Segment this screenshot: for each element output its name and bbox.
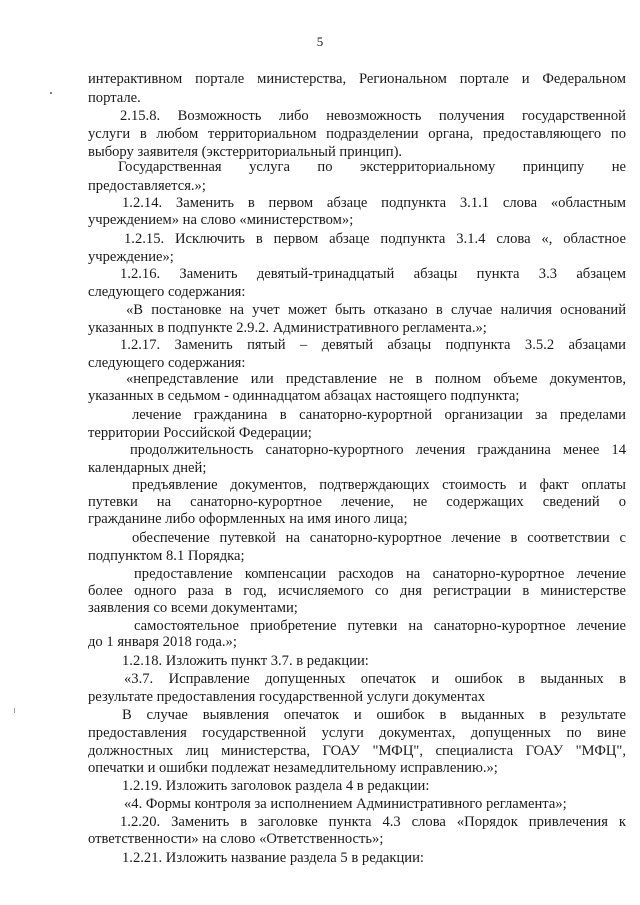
text-line: самостоятельное приобретение путевки на санаторно-курортное лечение [134,618,626,634]
text-line: портале. [88,90,141,106]
text-line: «непредставление или представление не в полном объеме документов, [126,371,626,387]
text-line: территории Российской Федерации; [88,425,312,441]
text-line: опечатки и ошибки подлежат незамедлительному исправлению.»; [88,760,498,776]
text-line: 1.2.21. Изложить название раздела 5 в редакции: [122,850,424,866]
text-line: подпунктом 8.1 Порядка; [88,548,245,564]
text-line: В случае выявления опечаток и ошибок в выданных в результате [122,707,626,723]
page-number: 5 [316,34,324,49]
text-line: календарных дней; [88,460,207,476]
text-line: 1.2.18. Изложить пункт 3.7. в редакции: [122,653,369,669]
text-line: предъявление документов, подтверждающих стоимость и факт оплаты [132,477,626,493]
text-line: путевки на санаторно-курортное лечение, не содержащих сведений о [88,494,626,510]
text-line: ответственности» на слово «Ответственность»; [88,831,384,847]
text-line: предоставление компенсации расходов на санаторно-курортное лечение [134,566,626,582]
text-line: 2.15.8. Возможность либо невозможность получения государственной [120,108,626,124]
text-line: лечение гражданина в санаторно-курортной организации за пределами [132,407,626,423]
text-line: более одного раза в год, исчисляемого со дня регистрации в министерстве [88,583,626,599]
text-line: указанных в седьмом - одиннадцатом абзацах настоящего подпункта; [88,388,520,404]
text-line: продолжительность санаторно-курортного лечения гражданина менее 14 [130,442,626,458]
text-line: «В постановке на учет может быть отказано в случае наличия оснований [126,302,626,318]
scan-dot [50,92,52,94]
text-line: до 1 января 2018 года.»; [88,634,237,650]
text-line: 1.2.15. Исключить в первом абзаце подпункта 3.1.4 слова «, областное [124,231,626,247]
text-line: учреждением» на слово «министерством»; [88,212,354,228]
text-line: 1.2.17. Заменить пятый – девятый абзацы подпункта 3.5.2 абзацами [120,337,626,353]
text-line: выбору заявителя (экстерриториальный принцип). [88,144,403,160]
text-line: должностных лиц министерства, ГОАУ "МФЦ", специалиста ГОАУ "МФЦ", [88,743,626,759]
text-line: обеспечение путевкой на санаторно-курортное лечение в соответствии с [132,530,626,546]
text-line: интерактивном портале министерства, Региональном портале и Федеральном [88,71,626,87]
text-line: следующего содержания: [88,284,246,300]
text-line: «3.7. Исправление допущенных опечаток и ошибок в выданных в [124,671,626,687]
text-line: гражданине либо оформленных на имя иного лица; [88,511,408,527]
text-line: 1.2.14. Заменить в первом абзаце подпункта 3.1.1 слова «областным [122,195,626,211]
text-line: предоставления государственной услуги документах, допущенных по вине [88,725,626,741]
text-line: Государственная услуга по экстерриториальному принципу не [118,159,626,175]
text-line: 1.2.19. Изложить заголовок раздела 4 в редакции: [122,778,430,794]
text-line: услуги в любом территориальном подразделении органа, предоставляющего по [88,126,626,142]
text-line: следующего содержания: [88,355,246,371]
text-line: учреждение»; [88,249,174,265]
text-line: результате предоставления государственной услуги документах [88,689,486,705]
text-line: «4. Формы контроля за исполнением Административного регламента»; [124,796,567,812]
text-line: предоставляется.»; [88,178,206,194]
text-line: 1.2.16. Заменить девятый-тринадцатый абзацы пункта 3.3 абзацем [120,266,626,282]
text-line: 1.2.20. Заменить в заголовке пункта 4.3 слова «Порядок привлечения к [120,814,626,830]
scan-mark [14,708,15,713]
text-line: заявления со всеми документами; [88,600,298,616]
text-line: указанных в подпункте 2.9.2. Административного регламента.»; [88,320,487,336]
